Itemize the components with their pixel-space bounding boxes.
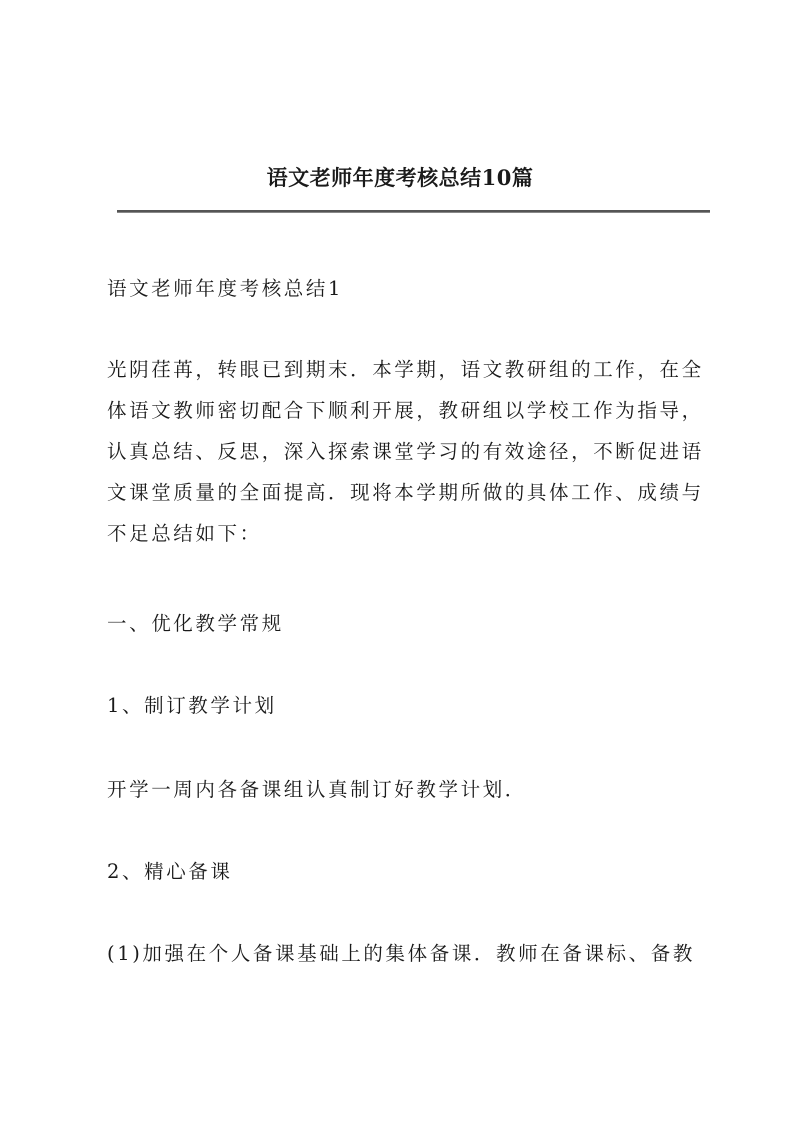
- item-two-text: (1)加强在个人备课基础上的集体备课．教师在备课标、备教: [107, 942, 695, 965]
- item-one-heading: 1、制订教学计划: [107, 694, 277, 717]
- item-one-text: 开学一周内各备课组认真制订好教学计划．: [107, 778, 527, 801]
- section-heading: 语文老师年度考核总结1: [107, 277, 344, 300]
- item-two-heading: 2、精心备课: [107, 860, 233, 883]
- part-one-heading: 一、优化教学常规: [107, 612, 284, 635]
- intro-paragraph: 光阴荏苒，转眼已到期末．本学期，语文教研组的工作，在全体语文教师密切配合下顺利开展，教研组以学校工作为指导，认真总结、反思，深入探索课堂学习的有效途径，不断促进语文课堂质量的全面提高．现将本学期所做的具体工作、成绩与不足总结如下：: [107, 358, 704, 545]
- document-title: 语文老师年度考核总结10篇: [266, 165, 534, 190]
- title-underline-divider: [117, 210, 710, 213]
